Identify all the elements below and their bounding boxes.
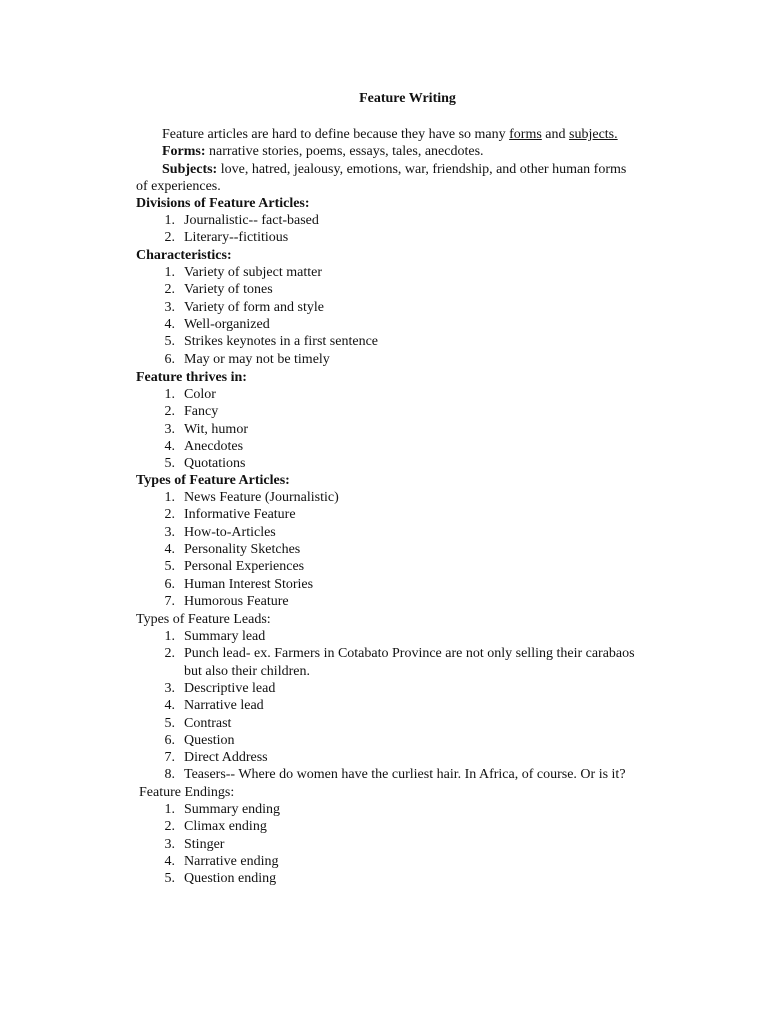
list-item-number: 2. (164, 507, 175, 523)
list-item-text: Contrast (184, 715, 232, 731)
list-item-text: Variety of form and style (184, 299, 324, 315)
list-item-text: Summary ending (184, 802, 281, 817)
list-item-text: Punch lead- ex. Farmers in Cotabato Province are not only selling their carabaos (184, 646, 635, 662)
list-item-text: Color (184, 387, 216, 402)
list-item-number: 5. (164, 456, 175, 472)
list-item-text: Literary--fictitious (184, 230, 289, 246)
list-item-text: Strikes keynotes in a first sentence (184, 334, 379, 350)
list-item-number: 6. (164, 351, 175, 367)
list-item-text: Question (184, 732, 235, 748)
list-item-text: Stinger (184, 836, 225, 852)
list-item-number: 2. (164, 230, 175, 246)
list-item-text: Personal Experiences (184, 559, 305, 575)
subjects-label: Subjects: (162, 162, 218, 177)
list-item-continuation: but also their children. (184, 663, 310, 679)
list-item-number: 4. (164, 541, 175, 557)
list-item-text: Wit, humor (184, 421, 248, 437)
list-item-number: 2. (164, 282, 175, 298)
list-item-number: 4. (164, 698, 175, 714)
forms-label: Forms: (162, 144, 206, 159)
list-item-text: Well-organized (184, 316, 270, 332)
list-item-number: 6. (164, 576, 175, 592)
list-item-number: 2. (164, 646, 175, 662)
list-item-number: 7. (164, 593, 175, 609)
list-item-number: 3. (164, 299, 175, 315)
endings-heading: Feature Endings: (139, 785, 235, 800)
list-item-number: 5. (164, 334, 175, 350)
thrives-heading: Feature thrives in: (136, 370, 247, 385)
list-item-number: 3. (164, 836, 175, 852)
list-item-text: Human Interest Stories (184, 576, 314, 592)
and-word: and (541, 127, 570, 142)
list-item-text: Question ending (184, 871, 277, 887)
list-item-number: 1. (164, 265, 175, 280)
list-item-number: 2. (164, 819, 175, 835)
list-item-number: 8. (164, 767, 175, 783)
list-item-number: 5. (164, 871, 175, 887)
list-item-text: Personality Sketches (184, 541, 301, 557)
list-item-number: 4. (164, 853, 175, 869)
list-item-text: News Feature (Journalistic) (184, 490, 339, 505)
list-item-number: 3. (164, 421, 175, 437)
list-item-number: 4. (164, 438, 175, 454)
subjects-continuation: of experiences. (136, 179, 221, 194)
list-item-text: Fancy (184, 404, 219, 420)
subjects-word: subjects. (569, 127, 618, 142)
list-item-number: 5. (164, 559, 175, 575)
list-item-number: 4. (164, 316, 175, 332)
list-item-number: 1. (164, 213, 175, 228)
list-item-text: Journalistic-- fact-based (184, 213, 319, 228)
list-item-number: 7. (164, 750, 175, 766)
list-item-text: May or may not be timely (184, 351, 330, 367)
list-item-text: Narrative ending (184, 853, 279, 869)
list-item-number: 6. (164, 732, 175, 748)
leads-heading: Types of Feature Leads: (136, 612, 271, 627)
list-item-text: Teasers-- Where do women have the curliest hair. In Africa, of course. Or is it? (184, 767, 626, 783)
list-item-text: Variety of subject matter (184, 265, 323, 280)
characteristics-heading: Characteristics: (136, 248, 232, 263)
intro-text: Feature articles are hard to define because they have so many (162, 127, 510, 142)
list-item-text: Quotations (184, 456, 246, 472)
types-heading: Types of Feature Articles: (136, 473, 290, 488)
list-item-text: Anecdotes (184, 438, 244, 454)
list-item-number: 1. (164, 629, 175, 644)
subjects-line (162, 161, 626, 178)
list-item-number: 1. (164, 387, 175, 402)
list-item-number: 1. (164, 802, 175, 817)
intro-paragraph (162, 126, 618, 143)
list-item-text: Direct Address (184, 750, 268, 766)
list-item-text: How-to-Articles (184, 524, 276, 540)
list-item-text: Humorous Feature (184, 593, 289, 609)
list-item-text: Variety of tones (184, 282, 273, 298)
list-item-number: 5. (164, 715, 175, 731)
forms-line (162, 143, 484, 160)
list-item-text: Climax ending (184, 819, 267, 835)
list-item-number: 3. (164, 680, 175, 696)
list-item-text: Summary lead (184, 629, 266, 644)
subjects-text: love, hatred, jealousy, emotions, war, friendship, and other human forms (217, 162, 627, 177)
list-item-number: 1. (164, 490, 175, 505)
divisions-heading: Divisions of Feature Articles: (136, 196, 310, 211)
list-item-number: 3. (164, 524, 175, 540)
list-item-number: 2. (164, 404, 175, 420)
list-item-text: Informative Feature (184, 507, 296, 523)
forms-text: narrative stories, poems, essays, tales, anecdotes. (205, 144, 484, 159)
list-item-text: Narrative lead (184, 698, 264, 714)
list-item-text: Descriptive lead (184, 680, 276, 696)
page-title: Feature Writing (359, 91, 456, 106)
forms-word: forms (509, 127, 542, 142)
